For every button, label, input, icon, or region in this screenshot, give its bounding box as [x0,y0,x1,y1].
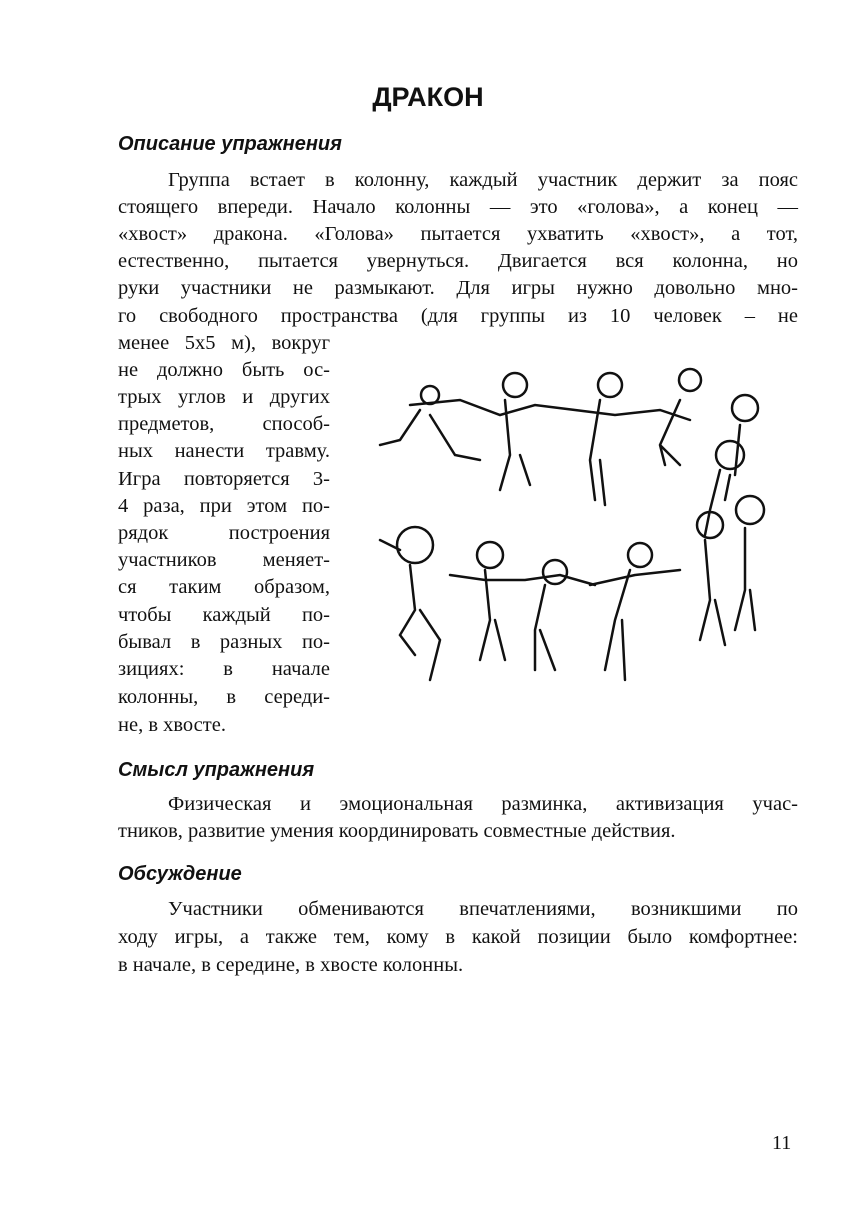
text-line: трых углов и других [118,386,330,408]
text-line: ных нанести травму. [118,440,330,462]
text-line: зициях: в начале [118,658,330,680]
text-line: рядок построения [118,522,330,544]
text-line: тников, развитие умения координировать совместные действия. [118,820,676,842]
text-line: Физическая и эмоциональная разминка, активизация учас- [168,793,798,815]
text-line: го свободного пространства (для группы из 10 человек – не [118,305,798,327]
dragon-game-illustration [360,360,805,715]
text-line: предметов, способ- [118,413,330,435]
text-line: Участники обмениваются впечатлениями, возникшими по [168,898,798,920]
text-line: Игра повторяется 3- [118,468,330,490]
text-line: «хвост» дракона. «Голова» пытается ухватить «хвост», а тот, [118,223,798,245]
children-upper-row [380,369,758,535]
text-line: колонны, в середи- [118,686,330,708]
page-number: 11 [772,1132,792,1154]
text-line: участников меняет- [118,549,330,571]
text-line: ся таким образом, [118,576,330,598]
text-line: в начале, в середине, в хвосте колонны. [118,954,464,976]
text-line: чтобы каждый по- [118,604,330,626]
text-line: не, в хвосте. [118,714,226,736]
text-line: руки участники не размыкают. Для игры нужно довольно мно- [118,277,798,299]
text-line: 4 раза, при этом по- [118,495,330,517]
text-line: Группа встает в колонну, каждый участник держит за пояс [168,169,798,191]
text-line: естественно, пытается увернуться. Двигается вся колонна, но [118,250,798,272]
section-heading-description: Описание упражнения [118,133,342,155]
section-heading-discussion: Обсуждение [118,863,242,885]
section-heading-meaning: Смысл упражнения [118,759,315,781]
text-line: не должно быть ос- [118,359,330,381]
text-line: ходу игры, а также тем, кому в какой позиции было комфортнее: [118,926,798,948]
text-line: менее 5х5 м), вокруг [118,332,330,354]
text-line: стоящего впереди. Начало колонны — это «голова», а конец — [118,196,798,218]
text-line: бывал в разных по- [118,631,330,653]
page-title: ДРАКОН [372,82,484,112]
